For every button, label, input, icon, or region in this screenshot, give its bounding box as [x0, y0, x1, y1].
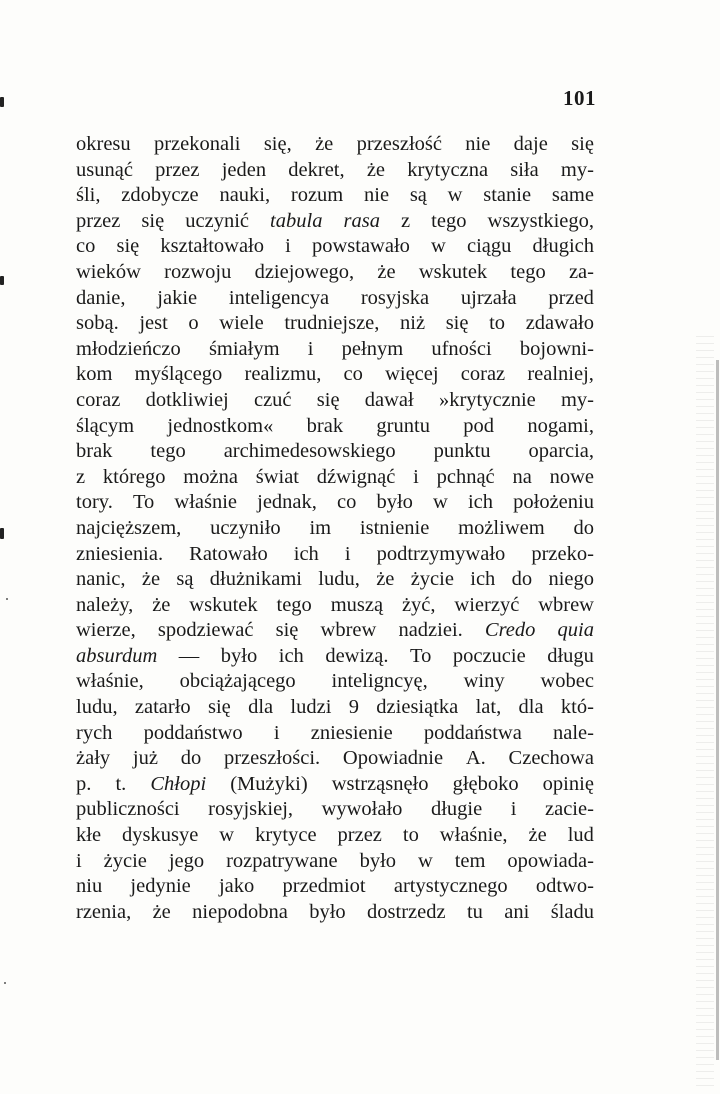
- word: i: [76, 849, 82, 872]
- word: gruntu: [376, 414, 430, 437]
- word: tego: [276, 593, 312, 616]
- word: przez: [155, 158, 200, 181]
- word: niego: [548, 568, 594, 591]
- word: wywołało: [321, 798, 403, 821]
- right-edge-bleed: [696, 330, 714, 1090]
- word: za-: [568, 260, 594, 283]
- word: było: [309, 900, 346, 923]
- word: poddaństwa: [423, 721, 522, 744]
- word: przeszłości.: [223, 747, 321, 770]
- word: istnienie: [359, 516, 430, 539]
- word: lat,: [475, 696, 502, 719]
- word: dla: [518, 696, 544, 719]
- word: dłużnikami: [209, 568, 302, 591]
- word: było: [359, 849, 397, 872]
- word: należy,: [76, 593, 134, 616]
- word: realizmu,: [244, 363, 322, 386]
- word: krytyce: [255, 824, 317, 847]
- word: nowe: [549, 465, 594, 488]
- word: z: [401, 209, 411, 232]
- word: możliwem: [458, 516, 545, 539]
- word: jego: [168, 849, 205, 872]
- word: śmiałym: [208, 337, 280, 360]
- word: rosyjska: [360, 286, 430, 309]
- text-line: [76, 465, 594, 491]
- word: przedmiot: [282, 875, 366, 898]
- word: niu: [76, 875, 103, 898]
- word: jednostkom«: [167, 414, 274, 437]
- word: poddaństwo: [143, 721, 243, 744]
- word: w: [447, 184, 463, 207]
- word: oparcia,: [528, 440, 594, 463]
- word: że: [377, 260, 396, 283]
- word: nale-: [552, 721, 594, 744]
- word: Czechowa: [508, 747, 594, 770]
- word: młodzieńczo: [76, 337, 181, 360]
- word: nadziei.: [398, 619, 463, 642]
- word: można: [183, 465, 238, 488]
- word: tory.: [76, 491, 113, 514]
- word: w: [417, 849, 433, 872]
- word: ich: [467, 491, 494, 514]
- word: wiele: [219, 312, 264, 335]
- word: niepodobna: [192, 900, 288, 923]
- word: absurdum: [76, 644, 158, 667]
- word: długu: [547, 644, 594, 667]
- word: zacie-: [545, 798, 594, 821]
- word: w: [219, 824, 235, 847]
- word: myślącego: [134, 363, 223, 386]
- word: jeden: [221, 158, 267, 181]
- text-line: [76, 772, 594, 798]
- text-line: [76, 234, 594, 260]
- word: dotkliwiej: [145, 388, 229, 411]
- speck: [4, 982, 6, 984]
- word: lud: [567, 824, 594, 847]
- word: danie,: [76, 286, 126, 309]
- word: położeniu: [513, 491, 594, 514]
- word: najcięższem,: [76, 516, 182, 539]
- text-line: [76, 746, 594, 772]
- word: życie: [103, 849, 147, 872]
- word: w: [431, 235, 446, 258]
- text-line: [76, 183, 594, 209]
- word: są: [176, 568, 194, 591]
- word: dla: [248, 696, 274, 719]
- word: brak: [306, 414, 344, 437]
- word: inteligencya: [228, 286, 330, 309]
- word: nanic,: [76, 568, 126, 591]
- word: my-: [560, 158, 594, 181]
- word: dewizą.: [325, 644, 389, 667]
- word: ich: [470, 568, 496, 591]
- word: zniesienie: [310, 721, 393, 744]
- text-line: [76, 874, 594, 900]
- margin-mark: [0, 276, 4, 285]
- text-line: [76, 516, 594, 542]
- word: rasa: [343, 209, 380, 232]
- word: punktu: [433, 440, 491, 463]
- word: dekret,: [288, 158, 345, 181]
- word: powstawało: [311, 235, 410, 258]
- page-number: 101: [563, 86, 596, 110]
- word: nie: [465, 133, 491, 155]
- word: wierzyć: [454, 593, 520, 616]
- word: poczucie: [452, 644, 526, 667]
- word: wszystkiego,: [487, 209, 594, 232]
- text-line: [76, 286, 594, 312]
- word: przeszłość: [356, 133, 442, 155]
- word: zniesienia.: [76, 542, 164, 565]
- word: t.: [115, 772, 127, 795]
- word: że: [366, 158, 386, 181]
- word: że: [376, 568, 395, 591]
- word: 9: [348, 696, 359, 719]
- text-line: [76, 439, 594, 465]
- text-line: [76, 414, 594, 440]
- word: obciążającego: [179, 670, 296, 693]
- word: to: [402, 824, 419, 847]
- word: Chłopi: [150, 772, 207, 795]
- word: opinię: [542, 772, 594, 795]
- text-line: [76, 567, 594, 593]
- word: my-: [560, 388, 594, 411]
- word: pod: [463, 414, 495, 437]
- word: brak: [76, 440, 113, 463]
- word: quia: [557, 619, 594, 642]
- word: żały: [76, 747, 111, 770]
- word: tego: [510, 260, 546, 283]
- word: —: [178, 644, 200, 667]
- word: ślącym: [76, 414, 135, 437]
- text-line: [76, 542, 594, 568]
- word: winy: [463, 670, 505, 693]
- word: podtrzymywało: [376, 542, 506, 565]
- word: do: [180, 747, 202, 770]
- word: bojowni-: [519, 337, 594, 360]
- word: Ratowało: [189, 542, 268, 565]
- word: do: [573, 516, 594, 539]
- word: jednak,: [257, 491, 317, 514]
- word: było: [376, 491, 413, 514]
- text-line: [76, 311, 594, 337]
- word: archimedesowskiego: [223, 440, 396, 463]
- word: ufności: [431, 337, 492, 360]
- word: Credo: [484, 619, 536, 642]
- word: rozum: [290, 184, 344, 207]
- word: życie: [410, 568, 454, 591]
- word: śli,: [76, 184, 101, 207]
- word: ciągu: [466, 235, 512, 258]
- word: opowiada-: [507, 849, 594, 872]
- word: co: [76, 235, 96, 258]
- word: się: [207, 696, 231, 719]
- word: dziejowego,: [254, 260, 355, 283]
- text-line: [76, 618, 594, 644]
- word: nauki,: [219, 184, 271, 207]
- text-line: [76, 260, 594, 286]
- word: sobą.: [76, 312, 119, 335]
- word: ujrzała: [460, 286, 517, 309]
- word: wbrew: [320, 619, 377, 642]
- word: którego: [102, 465, 166, 488]
- word: przez: [337, 824, 382, 847]
- word: siła: [510, 158, 539, 181]
- text-line: [76, 695, 594, 721]
- word: daje: [513, 133, 548, 155]
- word: wbrew: [538, 593, 594, 616]
- text-line: [76, 900, 594, 926]
- text-line: [76, 797, 594, 823]
- word: zatarło: [134, 696, 191, 719]
- word: rosyjskiej,: [208, 798, 294, 821]
- word: usunąć: [76, 158, 133, 181]
- word: i: [307, 337, 314, 360]
- word: że: [141, 568, 161, 591]
- word: przed: [548, 286, 594, 309]
- word: wobec: [540, 670, 594, 693]
- word: ludu,: [76, 696, 118, 719]
- word: coraz: [460, 363, 506, 386]
- word: p.: [76, 772, 92, 795]
- word: w: [433, 491, 448, 514]
- word: rozwoju: [164, 260, 232, 283]
- word: i: [344, 542, 351, 565]
- word: do: [511, 568, 533, 591]
- word: trudniejsze,: [284, 312, 380, 335]
- word: świat: [255, 465, 300, 488]
- word: rzenia,: [76, 900, 132, 923]
- word: artystycznego: [393, 875, 508, 898]
- word: kształtowało: [160, 235, 265, 258]
- word: Opowiadnie: [342, 747, 444, 770]
- word: »krytycznie: [438, 388, 536, 411]
- text-line: [76, 362, 594, 388]
- word: zdobycze: [121, 184, 199, 207]
- word: żyć,: [401, 593, 436, 616]
- right-edge-shadow: [716, 360, 719, 1060]
- word: tego: [150, 440, 186, 463]
- text-line: [76, 593, 594, 619]
- margin-mark: [0, 97, 4, 107]
- word: im: [309, 516, 332, 539]
- word: ludu,: [318, 568, 360, 591]
- word: dziesiątka: [376, 696, 459, 719]
- word: uczyniło: [210, 516, 281, 539]
- word: się: [445, 312, 469, 335]
- word: co: [337, 491, 357, 514]
- word: że: [152, 900, 171, 923]
- word: się: [316, 388, 340, 411]
- word: o: [188, 312, 199, 335]
- word: że: [152, 593, 171, 616]
- word: nie: [364, 184, 390, 207]
- text-line: [76, 823, 594, 849]
- word: się: [275, 619, 299, 642]
- text-line: [76, 849, 594, 875]
- word: i: [413, 465, 419, 488]
- word: rozpatrywane: [226, 849, 338, 872]
- word: i: [285, 235, 291, 258]
- text-line: [76, 388, 594, 414]
- word: dyskusye: [122, 824, 199, 847]
- word: któ-: [560, 696, 594, 719]
- margin-mark: [0, 528, 4, 539]
- word: pchnąć: [436, 465, 495, 488]
- word: niż: [400, 312, 426, 335]
- speck: [6, 598, 8, 600]
- word: z: [76, 465, 86, 488]
- text-line: [76, 669, 594, 695]
- word: zdawało: [525, 312, 594, 335]
- word: się: [116, 235, 140, 258]
- word: pełnym: [341, 337, 404, 360]
- word: dźwignąć: [316, 465, 396, 488]
- word: przez: [76, 209, 121, 232]
- word: że: [315, 133, 334, 155]
- text-line: [76, 337, 594, 363]
- word: już: [132, 747, 158, 770]
- word: kom: [76, 363, 113, 386]
- word: same: [551, 184, 594, 207]
- word: co: [343, 363, 363, 386]
- word: właśnie,: [439, 824, 508, 847]
- word: jedynie: [130, 875, 191, 898]
- word: na: [512, 465, 532, 488]
- word: przeko-: [531, 542, 594, 565]
- word: ich: [293, 542, 319, 565]
- word: śladu: [550, 900, 594, 923]
- word: przekonali: [153, 133, 241, 155]
- word: więcej: [385, 363, 439, 386]
- word: nogami,: [527, 414, 594, 437]
- word: stanie: [483, 184, 532, 207]
- word: tabula: [270, 209, 323, 232]
- word: i: [273, 721, 280, 744]
- word: jako: [218, 875, 255, 898]
- word: odtwo-: [535, 875, 594, 898]
- word: było: [220, 644, 258, 667]
- word: właśnie: [174, 491, 238, 514]
- word: dostrzedz: [367, 900, 446, 923]
- word: się: [571, 133, 594, 155]
- text-line: [76, 132, 594, 158]
- word: i: [510, 798, 517, 821]
- word: wierze,: [76, 619, 136, 642]
- word: głęboko: [452, 772, 519, 795]
- word: publiczności: [76, 798, 180, 821]
- word: ludzi: [290, 696, 332, 719]
- word: tego: [431, 209, 467, 232]
- word: jest: [139, 312, 168, 335]
- word: się,: [263, 133, 292, 155]
- text-line: [76, 209, 594, 235]
- word: To: [132, 491, 155, 514]
- word: coraz: [76, 388, 121, 411]
- word: że: [528, 824, 547, 847]
- word: okresu: [76, 133, 131, 155]
- word: ich: [278, 644, 304, 667]
- text-line: [76, 721, 594, 747]
- text-line: [76, 158, 594, 184]
- word: wskutek: [418, 260, 488, 283]
- body-text: [76, 132, 594, 925]
- word: długich: [532, 235, 594, 258]
- word: wstrząsnęło: [331, 772, 429, 795]
- word: wskutek: [189, 593, 258, 616]
- word: ani: [504, 900, 530, 923]
- word: muszą: [330, 593, 384, 616]
- word: właśnie,: [76, 670, 144, 693]
- word: kłe: [76, 824, 102, 847]
- text-line: [76, 644, 594, 670]
- text-line: [76, 490, 594, 516]
- word: realniej,: [527, 363, 594, 386]
- word: inteligncyę,: [331, 670, 428, 693]
- word: krytyczna: [407, 158, 489, 181]
- word: To: [410, 644, 432, 667]
- word: (Mużyki): [230, 772, 308, 795]
- word: tem: [454, 849, 486, 872]
- word: uczynić: [185, 209, 249, 232]
- word: się: [141, 209, 165, 232]
- word: wieków: [76, 260, 141, 283]
- word: A.: [465, 747, 486, 770]
- word: dawał: [364, 388, 414, 411]
- word: spodziewać: [157, 619, 254, 642]
- word: rych: [76, 721, 113, 744]
- word: czuć: [253, 388, 292, 411]
- word: tu: [466, 900, 483, 923]
- word: długie: [430, 798, 483, 821]
- word: jakie: [157, 286, 198, 309]
- word: są: [409, 184, 427, 207]
- word: to: [489, 312, 506, 335]
